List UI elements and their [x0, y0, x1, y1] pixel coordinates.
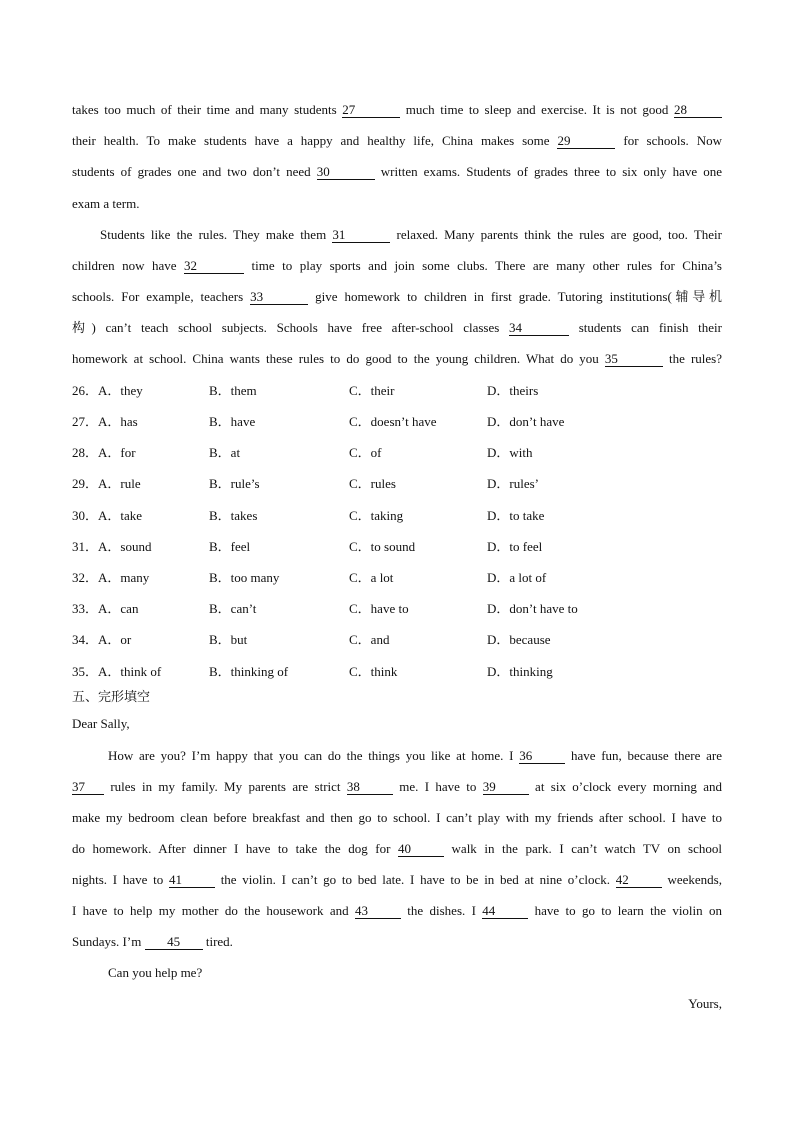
- option-d[interactable]: D．because: [487, 632, 551, 647]
- blank-45[interactable]: 45: [145, 934, 203, 950]
- question-32: 32．A．many B．too many C．a lot D．a lot of: [72, 570, 547, 585]
- option-c[interactable]: C．doesn’t have: [349, 414, 437, 429]
- blank-28[interactable]: 28: [674, 102, 722, 118]
- question-34: 34．A．or B．but C．and D．because: [72, 632, 551, 647]
- blank-32[interactable]: 32: [184, 258, 244, 274]
- option-b[interactable]: B．too many: [209, 570, 280, 585]
- option-c[interactable]: C．to sound: [349, 539, 416, 554]
- letter-line: Sundays. I’m 45 tired.: [72, 934, 233, 949]
- option-b[interactable]: B．can’t: [209, 601, 257, 616]
- option-a[interactable]: A．think of: [98, 664, 162, 679]
- letter-line: nights. I have to 41 the violin. I can’t go to bed late. I have to be in bed at nine o’clock. 42 weekends,: [72, 872, 722, 887]
- section-heading: 五、完形填空: [72, 690, 151, 705]
- option-c[interactable]: C．think: [349, 664, 398, 679]
- option-d[interactable]: D．rules’: [487, 476, 539, 491]
- option-b[interactable]: B．thinking of: [209, 664, 289, 679]
- option-b[interactable]: B．them: [209, 383, 257, 398]
- closing: Yours,: [688, 996, 722, 1011]
- passage-line: exam a term.: [72, 196, 140, 211]
- option-a[interactable]: A．take: [98, 508, 143, 523]
- blank-37[interactable]: 37: [72, 779, 104, 795]
- question-number: 26．A．they: [72, 383, 143, 398]
- option-a[interactable]: A．they: [98, 383, 143, 398]
- option-b[interactable]: B．takes: [209, 508, 258, 523]
- option-c[interactable]: C．rules: [349, 476, 396, 491]
- blank-42[interactable]: 42: [616, 872, 662, 888]
- question-26: [72, 382, 722, 400]
- option-a[interactable]: A．for: [98, 445, 136, 460]
- question-33: 33．A．can B．can’t C．have to D．don’t have to: [72, 601, 578, 616]
- blank-30[interactable]: 30: [317, 164, 375, 180]
- passage-line: schools. For example, teachers 33 give homework to children in first grade. Tutoring institutions(辅导机: [72, 289, 722, 304]
- blank-29[interactable]: 29: [557, 133, 615, 149]
- passage-line: 构) can’t teach school subjects. Schools have free after-school classes 34 students can finish their: [72, 320, 722, 335]
- question-31: 31．A．sound B．feel C．to sound D．to feel: [72, 539, 543, 554]
- letter-line: How are you? I’m happy that you can do the things you like at home. I 36 have fun, because there are: [108, 748, 722, 763]
- blank-41[interactable]: 41: [169, 872, 215, 888]
- option-d[interactable]: D．don’t have to: [487, 601, 578, 616]
- blank-36[interactable]: 36: [519, 748, 565, 764]
- blank-33[interactable]: 33: [250, 289, 308, 305]
- blank-27[interactable]: 27: [342, 102, 400, 118]
- option-d[interactable]: D．to take: [487, 508, 545, 523]
- letter-line: 37 rules in my family. My parents are strict 38 me. I have to 39 at six o’clock every morning and: [72, 779, 722, 794]
- help-line: Can you help me?: [108, 965, 203, 980]
- question-27: 27．A．has B．have C．doesn’t have D．don’t have: [72, 414, 565, 429]
- option-b[interactable]: B．feel: [209, 539, 251, 554]
- option-a[interactable]: A．many: [98, 570, 150, 585]
- option-d[interactable]: D．theirs: [487, 383, 539, 398]
- option-c[interactable]: C．have to: [349, 601, 409, 616]
- passage-line: homework at school. China wants these rules to do good to the young children. What do you 35 the rules?: [72, 351, 723, 366]
- blank-31[interactable]: 31: [332, 227, 390, 243]
- option-b[interactable]: B．but: [209, 632, 248, 647]
- blank-38[interactable]: 38: [347, 779, 393, 795]
- blank-39[interactable]: 39: [483, 779, 529, 795]
- question-35: 35．A．think of B．thinking of C．think D．thinking: [72, 664, 553, 679]
- option-d[interactable]: D．a lot of: [487, 570, 547, 585]
- option-a[interactable]: A．or: [98, 632, 132, 647]
- question-30: 30．A．take B．takes C．taking D．to take: [72, 508, 545, 523]
- option-a[interactable]: A．sound: [98, 539, 152, 554]
- passage-line: takes too much of their time and many students 27 much time to sleep and exercise. It is not good 28: [72, 101, 722, 119]
- option-a[interactable]: A．rule: [98, 476, 141, 491]
- blank-34[interactable]: 34: [509, 320, 569, 336]
- option-c[interactable]: C．taking: [349, 508, 404, 523]
- passage-line: students of grades one and two don’t need 30 written exams. Students of grades three to six only have one: [72, 164, 722, 179]
- option-a[interactable]: A．can: [98, 601, 139, 616]
- option-d[interactable]: D．thinking: [487, 664, 553, 679]
- option-b[interactable]: B．rule’s: [209, 476, 260, 491]
- passage-line: Students like the rules. They make them 31 relaxed. Many parents think the rules are good, too. Their: [100, 227, 722, 242]
- option-d[interactable]: D．with: [487, 445, 533, 460]
- option-b[interactable]: B．have: [209, 414, 256, 429]
- option-c[interactable]: C．a lot: [349, 570, 394, 585]
- option-d[interactable]: D．to feel: [487, 539, 543, 554]
- blank-43[interactable]: 43: [355, 903, 401, 919]
- passage-line: their health. To make students have a happy and healthy life, China makes some 29 for schools. Now: [72, 133, 722, 148]
- letter-line: make my bedroom clean before breakfast and then go to school. I can’t play with my friends after school. I have to: [72, 810, 722, 825]
- passage-line: children now have 32 time to play sports and join some clubs. There are many other rules for China’s: [72, 258, 722, 273]
- blank-44[interactable]: 44: [482, 903, 528, 919]
- blank-40[interactable]: 40: [398, 841, 444, 857]
- letter-line: I have to help my mother do the housework and 43 the dishes. I 44 have to go to learn the violin on: [72, 903, 722, 918]
- option-c[interactable]: C．their: [349, 383, 395, 398]
- option-d[interactable]: D．don’t have: [487, 414, 565, 429]
- option-b[interactable]: B．at: [209, 445, 241, 460]
- blank-35[interactable]: 35: [605, 351, 663, 367]
- option-c[interactable]: C．of: [349, 445, 382, 460]
- question-29: 29．A．rule B．rule’s C．rules D．rules’: [72, 476, 539, 491]
- question-28: 28．A．for B．at C．of D．with: [72, 445, 533, 460]
- salutation: Dear Sally,: [72, 716, 130, 731]
- letter-line: do homework. After dinner I have to take the dog for 40 walk in the park. I can’t watch TV on school: [72, 841, 722, 856]
- option-c[interactable]: C．and: [349, 632, 390, 647]
- option-a[interactable]: A．has: [98, 414, 138, 429]
